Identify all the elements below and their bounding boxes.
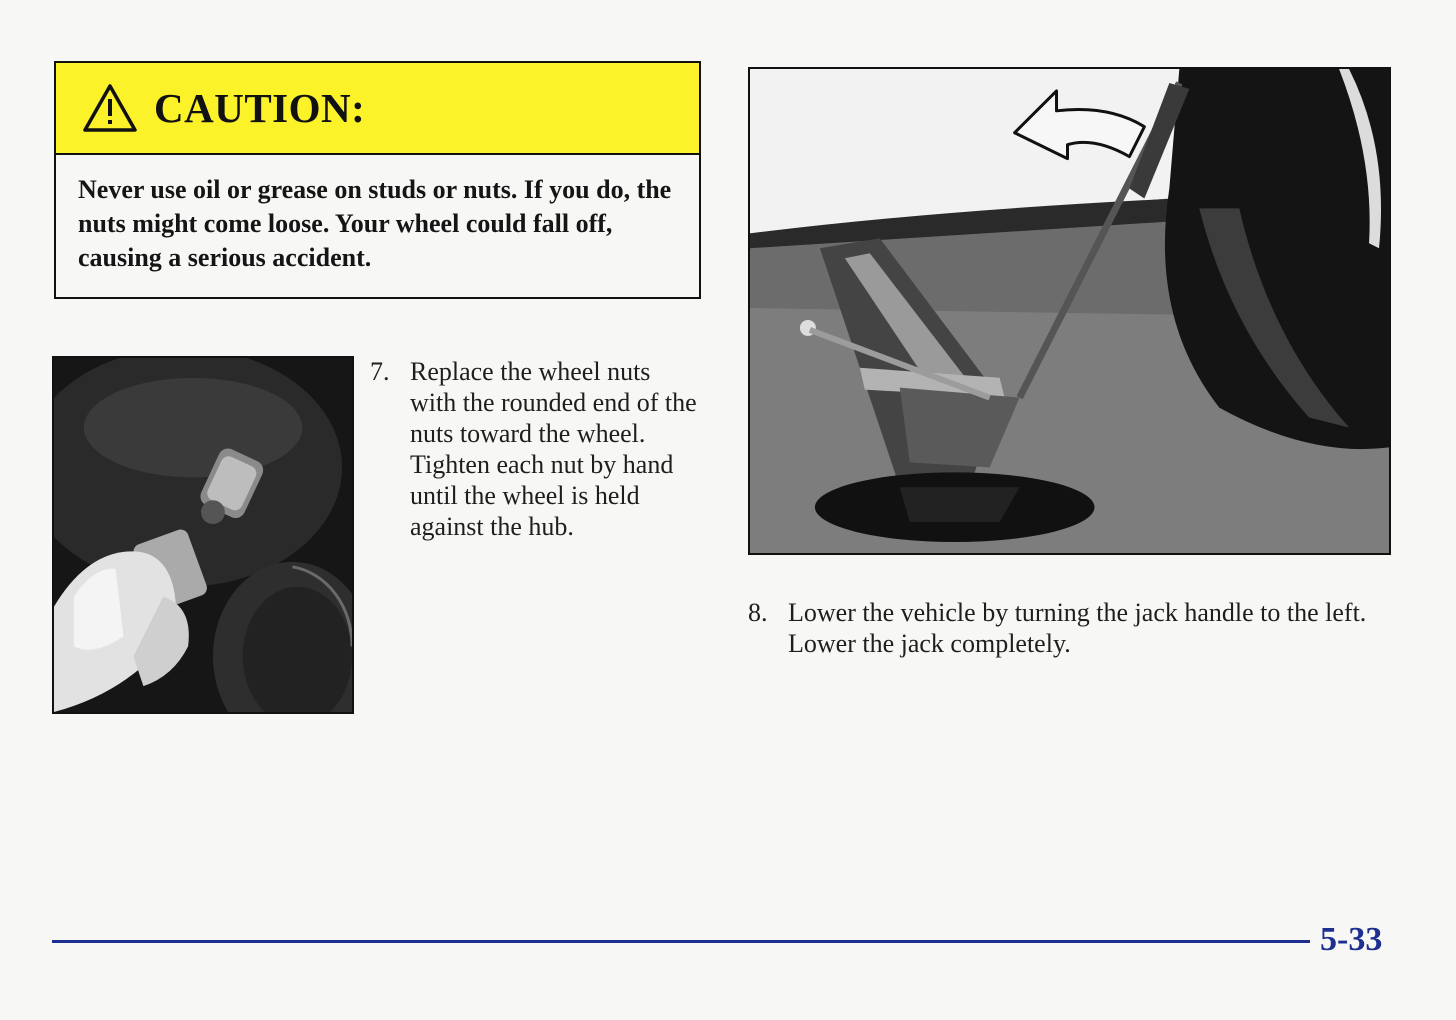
footer-rule: [52, 940, 1310, 943]
page-number: 5-33: [1320, 921, 1383, 958]
step-8-text: Lower the vehicle by turning the jack handle to the left. Lower the jack completely.: [788, 598, 1367, 658]
step-7-text: Replace the wheel nuts with the rounded end of the nuts toward the wheel. Tighten each nut by hand until the wheel is held against the hub.: [410, 357, 697, 541]
caution-title: CAUTION:: [154, 85, 366, 131]
caution-text: Never use oil or grease on studs or nuts. If you do, the nuts might come loose. Your wheel could fall off, causing a serious accident.: [78, 175, 672, 272]
step-8: [748, 597, 1388, 659]
step-7-number: 7.: [370, 357, 390, 386]
wheel-nut-photo: [52, 356, 354, 714]
caution-box: [54, 61, 701, 299]
caution-header: [56, 63, 699, 155]
step-8-number: 8.: [748, 598, 768, 627]
step-7: [370, 356, 700, 542]
jack-lowering-photo: [748, 67, 1391, 555]
warning-triangle-icon: [82, 83, 138, 133]
